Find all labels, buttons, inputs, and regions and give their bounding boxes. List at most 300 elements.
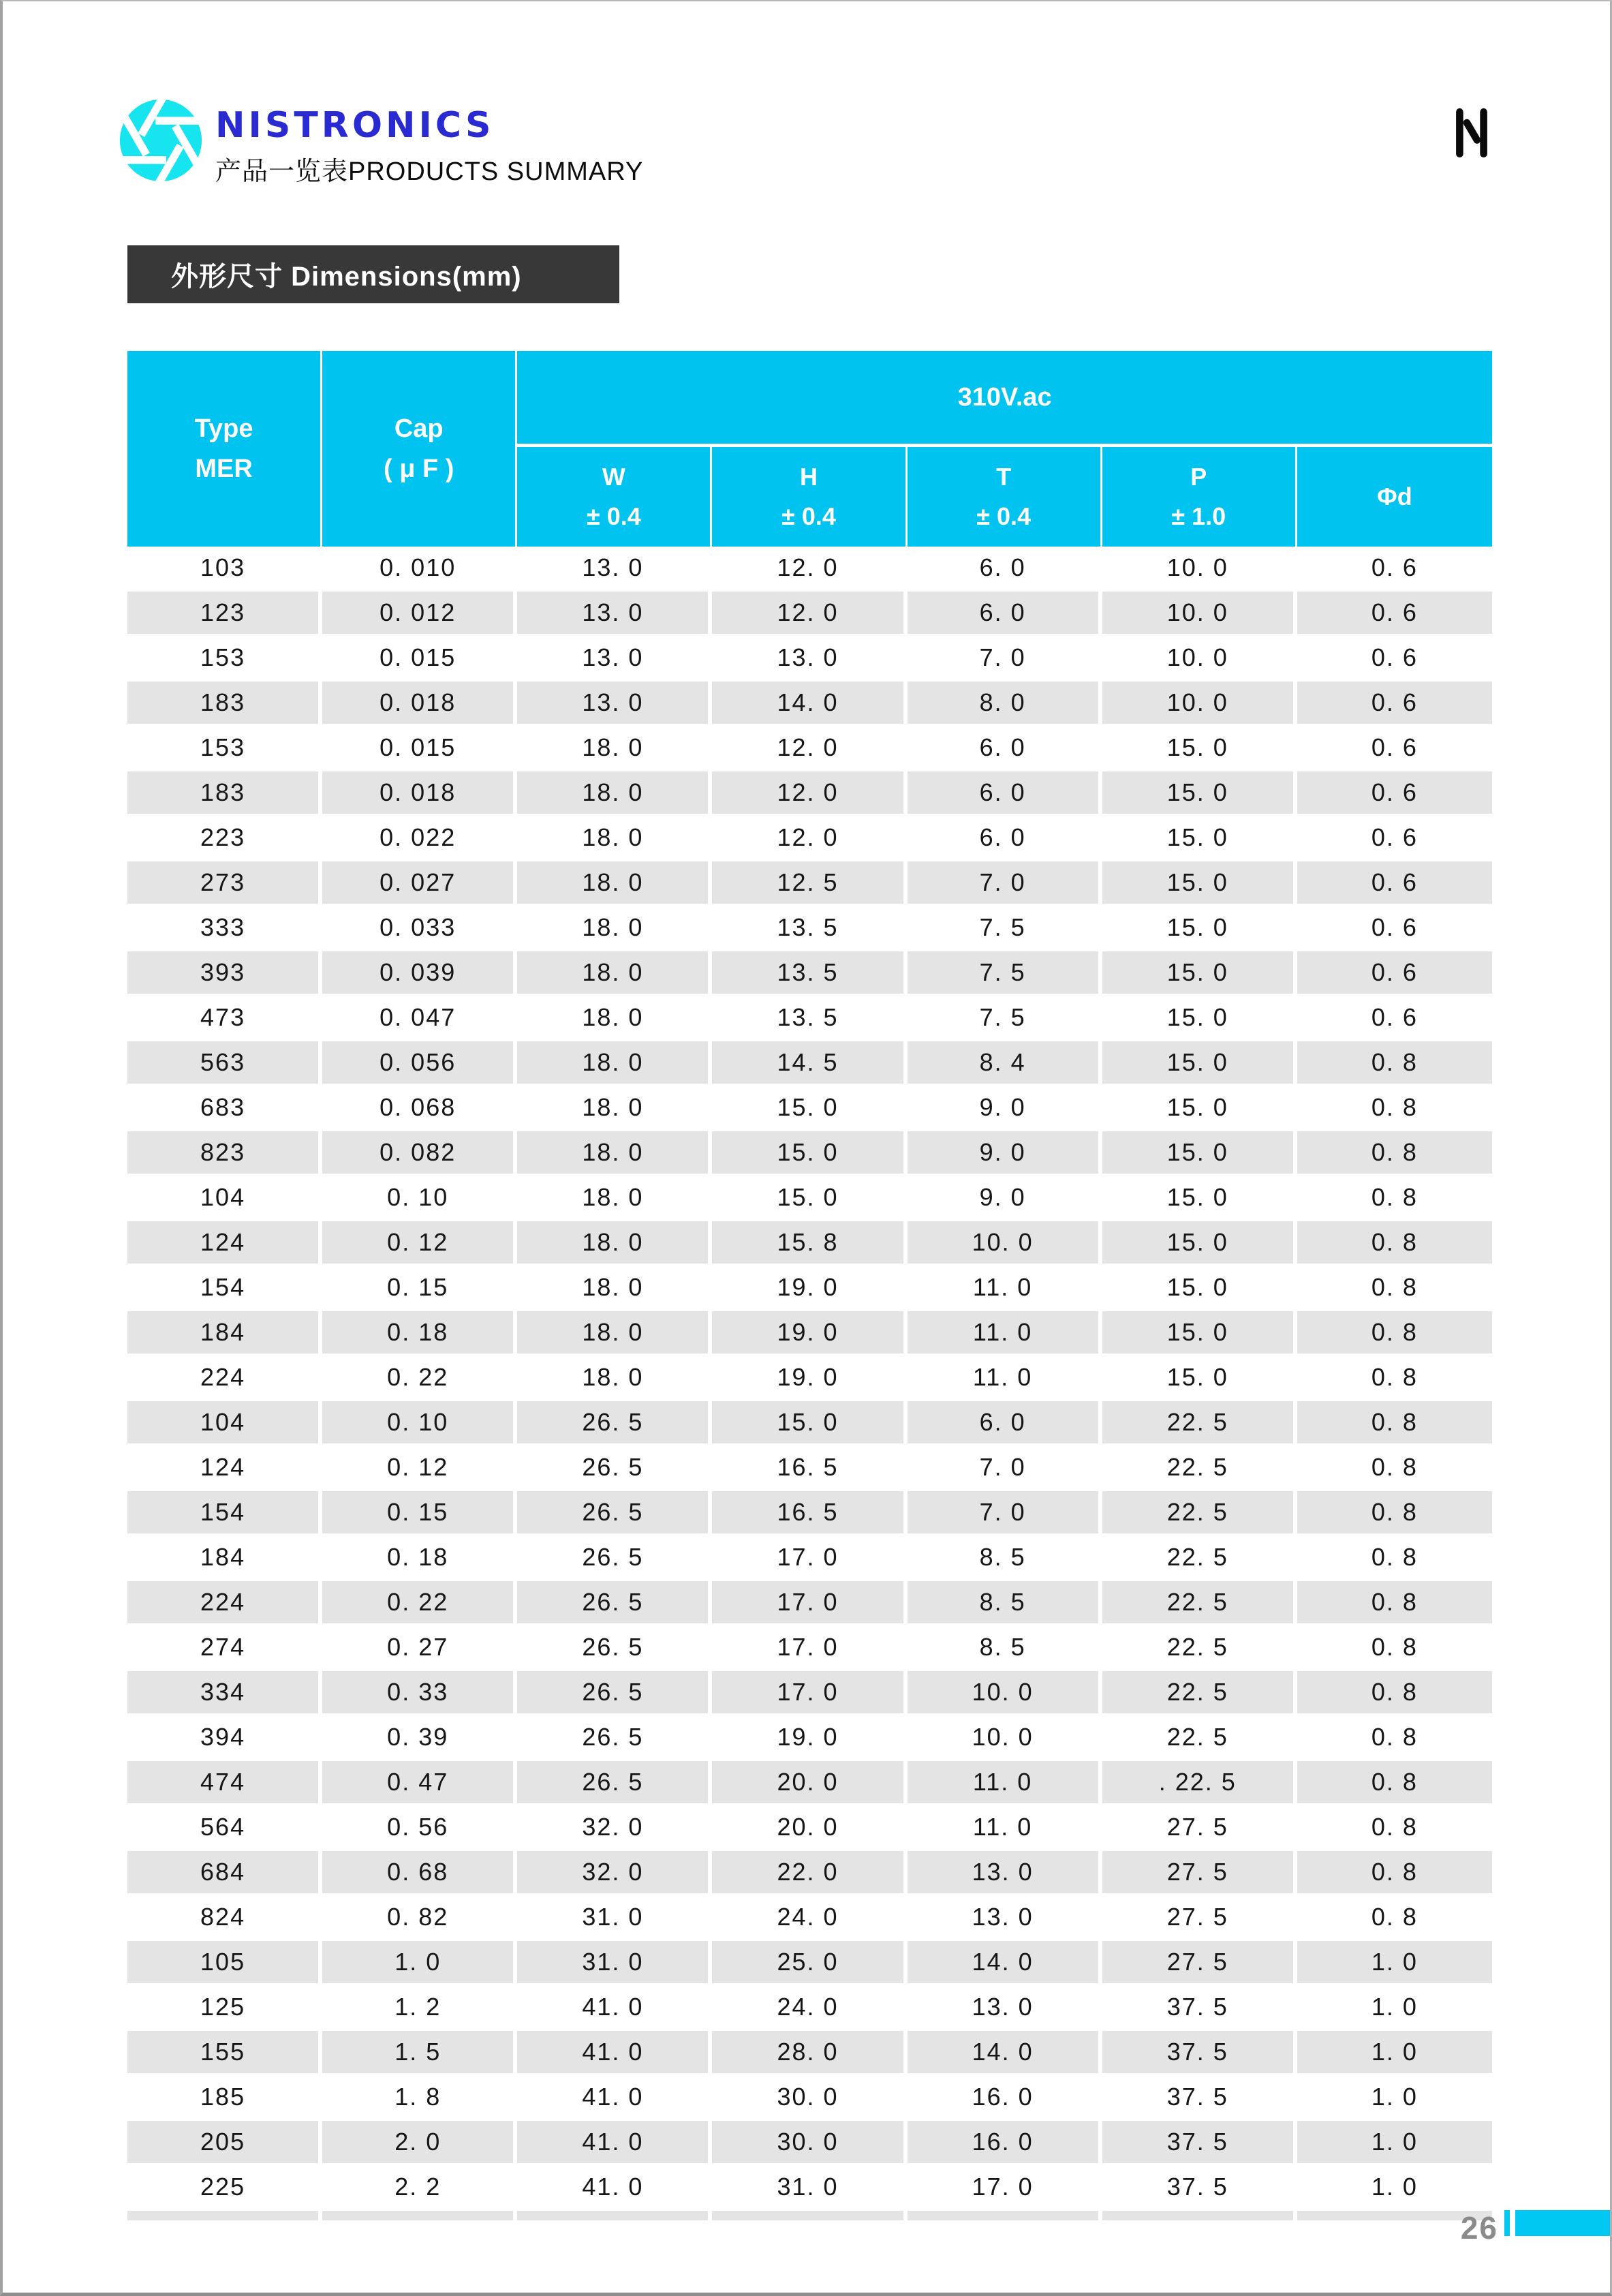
- table-cell: 37. 5: [1102, 2076, 1297, 2118]
- table-cell: 0. 6: [1371, 823, 1418, 851]
- table-cell: 18. 0: [517, 1221, 712, 1264]
- table-cell: 224: [127, 1356, 322, 1398]
- table-row: [127, 906, 1492, 951]
- table-cell: 26. 5: [517, 1491, 712, 1533]
- table-cell: 104: [127, 1401, 322, 1443]
- table-cell: 37. 5: [1102, 1986, 1297, 2028]
- table-cell: 124: [127, 1221, 322, 1264]
- table-cell: 12. 0: [712, 771, 907, 814]
- table-cell: 12. 0: [712, 592, 907, 634]
- table-cell: 12. 5: [712, 861, 907, 904]
- table-cell: 0. 8: [1371, 1408, 1418, 1436]
- table-cell: 7. 0: [908, 637, 1102, 679]
- table-cell: 13. 0: [517, 547, 712, 589]
- table-cell: 16. 0: [908, 2121, 1102, 2163]
- table-cell: 0. 12: [322, 1221, 517, 1264]
- table-row: [127, 1401, 1492, 1446]
- table-cell: 8. 0: [908, 682, 1102, 724]
- column-header-type-mer: Type MER: [127, 351, 322, 547]
- table-cell: 15. 0: [1102, 1266, 1297, 1308]
- table-row: [127, 1536, 1492, 1581]
- table-cell: 15. 0: [1102, 1356, 1297, 1398]
- aperture-logo-icon: [117, 97, 204, 184]
- table-cell: 0. 33: [322, 1671, 517, 1713]
- table-cell: 0. 8: [1371, 1228, 1418, 1256]
- table-cell: 224: [127, 1581, 322, 1623]
- table-cell: 0. 10: [322, 1176, 517, 1219]
- table-cell: 0. 018: [322, 771, 517, 814]
- table-cell: 18. 0: [517, 996, 712, 1039]
- table-cell: 1. 2: [322, 1986, 517, 2028]
- table-cell: 26. 5: [517, 1626, 712, 1668]
- table-cell: 225: [127, 2166, 322, 2208]
- table-cell: 15. 0: [1102, 1131, 1297, 1174]
- table-cell: 564: [127, 1806, 322, 1848]
- table-cell: 0. 15: [322, 1266, 517, 1308]
- table-row: [127, 1941, 1492, 1986]
- table-cell: 26. 5: [517, 1581, 712, 1623]
- table-cell: 0. 018: [322, 682, 517, 724]
- table-cell: 22. 5: [1102, 1671, 1297, 1713]
- column-header-h: H ± 0.4: [712, 447, 907, 547]
- table-row: [127, 951, 1492, 996]
- table-cell: 1. 8: [322, 2076, 517, 2118]
- table-cell: 41. 0: [517, 2031, 712, 2073]
- table-cell: 13. 0: [908, 1986, 1102, 2028]
- table-cell: 15. 0: [712, 1401, 907, 1443]
- table-cell: 13. 5: [712, 996, 907, 1039]
- table-cell: 28. 0: [712, 2031, 907, 2073]
- table-cell: 41. 0: [517, 2166, 712, 2208]
- table-row: [127, 1266, 1492, 1311]
- table-cell: 125: [127, 1986, 322, 2028]
- table-cell: 0. 22: [322, 1356, 517, 1398]
- table-cell: 13. 0: [517, 637, 712, 679]
- table-cell: 14. 5: [712, 1041, 907, 1084]
- table-cell: 18. 0: [517, 1131, 712, 1174]
- table-cell: 10. 0: [1102, 682, 1297, 724]
- table-cell: 0. 8: [1371, 1723, 1418, 1751]
- table-cell: 0. 8: [1371, 1858, 1418, 1886]
- table-cell: 0. 8: [1371, 1588, 1418, 1616]
- table-row: [127, 816, 1492, 861]
- table-cell: 10. 0: [908, 1716, 1102, 1758]
- table-cell: 11. 0: [908, 1761, 1102, 1803]
- table-cell: 0. 047: [322, 996, 517, 1039]
- table-cell: 0. 8: [1371, 1543, 1418, 1571]
- table-cell: 1. 0: [1371, 2038, 1418, 2066]
- n-mark-icon: [1442, 101, 1502, 165]
- table-cell: 26. 5: [517, 1716, 712, 1758]
- table-cell: 13. 0: [517, 592, 712, 634]
- table-cell: 16. 0: [908, 2076, 1102, 2118]
- table-cell: 0. 8: [1371, 1498, 1418, 1526]
- table-cell: 22. 5: [1102, 1716, 1297, 1758]
- table-cell: 1. 0: [1371, 1948, 1418, 1976]
- table-cell: 27. 5: [1102, 1851, 1297, 1893]
- table-cell: 474: [127, 1761, 322, 1803]
- table-cell: 0. 22: [322, 1581, 517, 1623]
- table-row: [127, 1356, 1492, 1401]
- table-cell: 823: [127, 1131, 322, 1174]
- table-cell: 17. 0: [712, 1536, 907, 1578]
- table-cell: 9. 0: [908, 1176, 1102, 1219]
- table-cell: 22. 5: [1102, 1401, 1297, 1443]
- table-cell: 0. 8: [1371, 1363, 1418, 1391]
- table-cell: 15. 8: [712, 1221, 907, 1264]
- table-cell: 10. 0: [1102, 547, 1297, 589]
- table-cell: 8. 5: [908, 1536, 1102, 1578]
- table-cell: 0. 8: [1371, 1273, 1418, 1301]
- table-cell: 0. 27: [322, 1626, 517, 1668]
- table-cell: 473: [127, 996, 322, 1039]
- table-row: [127, 2031, 1492, 2076]
- table-cell: 15. 0: [1102, 771, 1297, 814]
- table-cell: 1. 0: [1371, 2173, 1418, 2201]
- table-cell: 15. 0: [1102, 906, 1297, 949]
- table-row: [127, 726, 1492, 771]
- table-row: [127, 1896, 1492, 1941]
- table-cell: 334: [127, 1671, 322, 1713]
- table-cell: 16. 5: [712, 1491, 907, 1533]
- table-cell: 2. 0: [322, 2121, 517, 2163]
- table-cell: 18. 0: [517, 1041, 712, 1084]
- table-cell: 0. 18: [322, 1536, 517, 1578]
- table-cell: 0. 8: [1371, 1138, 1418, 1166]
- table-cell: 0. 056: [322, 1041, 517, 1084]
- table-cell: 11. 0: [908, 1356, 1102, 1398]
- table-cell: 15. 0: [1102, 1041, 1297, 1084]
- table-cell: 31. 0: [712, 2166, 907, 2208]
- table-cell: 1. 0: [322, 1941, 517, 1983]
- table-cell: 824: [127, 1896, 322, 1938]
- table-row: [127, 682, 1492, 726]
- table-cell: 185: [127, 2076, 322, 2118]
- table-cell: 2. 2: [322, 2166, 517, 2208]
- table-cell: 0. 015: [322, 726, 517, 769]
- table-row: [127, 1806, 1492, 1851]
- table-cell: 22. 5: [1102, 1536, 1297, 1578]
- table-cell: 22. 5: [1102, 1626, 1297, 1668]
- table-row: [127, 637, 1492, 682]
- table-row: [127, 861, 1492, 906]
- table-cell: 15. 0: [712, 1176, 907, 1219]
- table-cell: 11. 0: [908, 1311, 1102, 1353]
- table-cell: 12. 0: [712, 816, 907, 859]
- table-row: [127, 1851, 1492, 1896]
- table-cell: 0. 6: [1371, 958, 1418, 986]
- table-cell: 0. 6: [1371, 1003, 1418, 1031]
- table-cell: 123: [127, 592, 322, 634]
- table-cell: 31. 0: [517, 1896, 712, 1938]
- table-cell: 10. 0: [908, 1671, 1102, 1713]
- table-cell: 0. 022: [322, 816, 517, 859]
- table-cell: 0. 6: [1371, 688, 1418, 716]
- table-cell: 10. 0: [1102, 592, 1297, 634]
- table-cell: 0. 8: [1371, 1903, 1418, 1931]
- table-cell: 154: [127, 1491, 322, 1533]
- table-cell: 22. 0: [712, 1851, 907, 1893]
- table-cell: 18. 0: [517, 1176, 712, 1219]
- table-cell: 6. 0: [908, 547, 1102, 589]
- table-cell: 27. 5: [1102, 1806, 1297, 1848]
- table-cell: 32. 0: [517, 1851, 712, 1893]
- table-cell: 22. 5: [1102, 1446, 1297, 1488]
- table-cell: 25. 0: [712, 1941, 907, 1983]
- table-cell: 105: [127, 1941, 322, 1983]
- table-cell: 10. 0: [908, 1221, 1102, 1264]
- table-cell: 104: [127, 1176, 322, 1219]
- table-cell: 27. 5: [1102, 1941, 1297, 1983]
- table-cell: 0. 082: [322, 1131, 517, 1174]
- table-cell: 12. 0: [712, 547, 907, 589]
- table-cell: 155: [127, 2031, 322, 2073]
- table-cell: 13. 0: [517, 682, 712, 724]
- table-cell: 0. 068: [322, 1086, 517, 1129]
- table-cell: 15. 0: [1102, 1221, 1297, 1264]
- table-cell: 0. 47: [322, 1761, 517, 1803]
- table-cell: 9. 0: [908, 1086, 1102, 1129]
- table-cell: 333: [127, 906, 322, 949]
- table-cell: 1. 5: [322, 2031, 517, 2073]
- table-cell: 15. 0: [1102, 996, 1297, 1039]
- table-cell: 27. 5: [1102, 1896, 1297, 1938]
- table-cell: 19. 0: [712, 1266, 907, 1308]
- table-cell: 0. 027: [322, 861, 517, 904]
- table-cell: 0. 8: [1371, 1318, 1418, 1346]
- table-cell: 0. 56: [322, 1806, 517, 1848]
- table-cell: 0. 8: [1371, 1183, 1418, 1211]
- table-cell: 26. 5: [517, 1671, 712, 1713]
- table-cell: 14. 0: [908, 2031, 1102, 2073]
- table-cell: 184: [127, 1311, 322, 1353]
- table-cell: 0. 033: [322, 906, 517, 949]
- column-group-header-voltage: 310V.ac: [517, 351, 1492, 447]
- table-cell: 15. 0: [1102, 1176, 1297, 1219]
- table-cell: 0. 39: [322, 1716, 517, 1758]
- table-cell: 17. 0: [908, 2166, 1102, 2208]
- table-cell: 11. 0: [908, 1266, 1102, 1308]
- table-cell: 103: [127, 547, 322, 589]
- table-cell: 13. 0: [712, 637, 907, 679]
- table-cell: 37. 5: [1102, 2121, 1297, 2163]
- table-cell: 15. 0: [1102, 1086, 1297, 1129]
- table-cell: 18. 0: [517, 906, 712, 949]
- table-cell: 0. 6: [1371, 913, 1418, 941]
- table-cell: 0. 8: [1371, 1813, 1418, 1841]
- table-cell: 14. 0: [712, 682, 907, 724]
- table-cell: 8. 5: [908, 1626, 1102, 1668]
- table-cell: 15. 0: [1102, 951, 1297, 994]
- table-cell: 14. 0: [908, 1941, 1102, 1983]
- table-cell: 41. 0: [517, 2076, 712, 2118]
- table-cell: 16. 5: [712, 1446, 907, 1488]
- table-row: [127, 592, 1492, 637]
- table-row: [127, 1446, 1492, 1491]
- table-row: [127, 1581, 1492, 1626]
- table-cell: 0. 039: [322, 951, 517, 994]
- table-row: [127, 1626, 1492, 1671]
- table-cell: 8. 5: [908, 1581, 1102, 1623]
- table-cell: 15. 0: [712, 1131, 907, 1174]
- table-cell: 19. 0: [712, 1356, 907, 1398]
- table-cell: 153: [127, 726, 322, 769]
- column-header-phi-d: Φd: [1377, 483, 1412, 511]
- table-cell: 205: [127, 2121, 322, 2163]
- table-cell: 26. 5: [517, 1401, 712, 1443]
- table-cell: 22. 5: [1102, 1581, 1297, 1623]
- table-cell: 0. 6: [1371, 868, 1418, 896]
- column-header-w: W ± 0.4: [517, 447, 712, 547]
- table-cell: 154: [127, 1266, 322, 1308]
- table-cell: 0. 18: [322, 1311, 517, 1353]
- table-cell: 1. 0: [1371, 2083, 1418, 2111]
- table-cell: 0. 12: [322, 1446, 517, 1488]
- table-cell: 0. 6: [1371, 643, 1418, 671]
- table-cell: 15. 0: [1102, 861, 1297, 904]
- footer-accent-bar-wide: [1515, 2210, 1610, 2236]
- table-row: [127, 2121, 1492, 2166]
- section-title-bar: [127, 245, 619, 303]
- table-cell: 0. 82: [322, 1896, 517, 1938]
- table-cell: 684: [127, 1851, 322, 1893]
- table-cell: 0. 6: [1371, 778, 1418, 806]
- table-cell: 26. 5: [517, 1446, 712, 1488]
- table-cell: 11. 0: [908, 1806, 1102, 1848]
- table-cell: 184: [127, 1536, 322, 1578]
- table-cell: 15. 0: [1102, 726, 1297, 769]
- table-cell: 0. 6: [1371, 733, 1418, 761]
- table-cell: 0. 8: [1371, 1633, 1418, 1661]
- table-cell: 17. 0: [712, 1581, 907, 1623]
- table-cell: 0. 8: [1371, 1453, 1418, 1481]
- table-cell: 6. 0: [908, 1401, 1102, 1443]
- table-cell: 13. 5: [712, 951, 907, 994]
- table-cell: 0. 015: [322, 637, 517, 679]
- table-cell: 17. 0: [712, 1671, 907, 1713]
- table-cell: 1. 0: [1371, 2128, 1418, 2156]
- table-cell: 7. 5: [908, 996, 1102, 1039]
- table-cell: 7. 5: [908, 906, 1102, 949]
- table-row: [127, 2076, 1492, 2121]
- table-row: [127, 996, 1492, 1041]
- table-cell: 15. 0: [1102, 816, 1297, 859]
- footer-accent-bar-thin: [1504, 2210, 1510, 2236]
- table-cell: 20. 0: [712, 1806, 907, 1848]
- table-cell: 13. 0: [908, 1851, 1102, 1893]
- table-cell: 22. 5: [1102, 1491, 1297, 1533]
- column-header-p: P ± 1.0: [1102, 447, 1297, 547]
- table-header: [127, 351, 1492, 547]
- table-cell: 183: [127, 771, 322, 814]
- table-cell: 18. 0: [517, 771, 712, 814]
- table-cell: 18. 0: [517, 1086, 712, 1129]
- table-row: [127, 1086, 1492, 1131]
- table-cell: 0. 68: [322, 1851, 517, 1893]
- table-row: [127, 771, 1492, 816]
- table-cell: 26. 5: [517, 1761, 712, 1803]
- table-cell: 13. 5: [712, 906, 907, 949]
- table-cell: 6. 0: [908, 816, 1102, 859]
- table-cell: 18. 0: [517, 726, 712, 769]
- table-cell: 0. 8: [1371, 1093, 1418, 1121]
- table-cell: 37. 5: [1102, 2031, 1297, 2073]
- table-row: [127, 1986, 1492, 2031]
- table-row: [127, 1041, 1492, 1086]
- table-cell: 19. 0: [712, 1716, 907, 1758]
- section-title: 外形尺寸 Dimensions(mm): [171, 262, 522, 292]
- table-cell: 1. 0: [1371, 1993, 1418, 2021]
- products-summary-subtitle: 产品一览表PRODUCTS SUMMARY: [215, 157, 644, 186]
- table-cell: 19. 0: [712, 1311, 907, 1353]
- table-cell: 24. 0: [712, 1986, 907, 2028]
- table-cell: 30. 0: [712, 2121, 907, 2163]
- table-cell: 0. 010: [322, 547, 517, 589]
- column-header-cap: Cap ( μ F ): [322, 351, 517, 547]
- table-cell: 18. 0: [517, 816, 712, 859]
- table-cell: 0. 10: [322, 1401, 517, 1443]
- table-cell: 13. 0: [908, 1896, 1102, 1938]
- column-header-t: T ± 0.4: [908, 447, 1102, 547]
- table-body: [127, 547, 1492, 2211]
- table-row: [127, 1131, 1492, 1176]
- table-cell: 563: [127, 1041, 322, 1084]
- table-cell: 0. 6: [1371, 598, 1418, 626]
- table-cell: 7. 0: [908, 1491, 1102, 1533]
- table-cell: 223: [127, 816, 322, 859]
- table-cell: 394: [127, 1716, 322, 1758]
- table-cell: 17. 0: [712, 1626, 907, 1668]
- page-number: 26: [1460, 2210, 1498, 2246]
- table-cell: 37. 5: [1102, 2166, 1297, 2208]
- table-row: [127, 2166, 1492, 2211]
- table-cell: 6. 0: [908, 726, 1102, 769]
- table-row: [127, 1491, 1492, 1536]
- table-cell: 274: [127, 1626, 322, 1668]
- table-cell: 6. 0: [908, 771, 1102, 814]
- table-row: [127, 547, 1492, 592]
- table-cell: 15. 0: [712, 1086, 907, 1129]
- table-row: [127, 1176, 1492, 1221]
- table-cell: 41. 0: [517, 1986, 712, 2028]
- table-cell: 0. 012: [322, 592, 517, 634]
- table-row: [127, 1761, 1492, 1806]
- table-row: [127, 1311, 1492, 1356]
- table-cell: 24. 0: [712, 1896, 907, 1938]
- table-cell: 20. 0: [712, 1761, 907, 1803]
- brand-name: NISTRONICS: [215, 105, 495, 146]
- table-cell: 18. 0: [517, 1356, 712, 1398]
- table-cell: 31. 0: [517, 1941, 712, 1983]
- table-cell: 26. 5: [517, 1536, 712, 1578]
- table-cell: 12. 0: [712, 726, 907, 769]
- table-cell: 18. 0: [517, 1266, 712, 1308]
- table-cell: 30. 0: [712, 2076, 907, 2118]
- table-cell: 18. 0: [517, 861, 712, 904]
- table-cell: 0. 15: [322, 1491, 517, 1533]
- table-cell: 7. 0: [908, 861, 1102, 904]
- table-cell: 0. 6: [1371, 553, 1418, 581]
- dimensions-table: [127, 351, 1492, 2220]
- table-cell: 18. 0: [517, 951, 712, 994]
- table-cell: 9. 0: [908, 1131, 1102, 1174]
- table-cell: 0. 8: [1371, 1678, 1418, 1706]
- table-cell: 32. 0: [517, 1806, 712, 1848]
- table-cell: 8. 4: [908, 1041, 1102, 1084]
- table-cell: 18. 0: [517, 1311, 712, 1353]
- table-cell: 0. 8: [1371, 1768, 1418, 1796]
- table-cell: 7. 0: [908, 1446, 1102, 1488]
